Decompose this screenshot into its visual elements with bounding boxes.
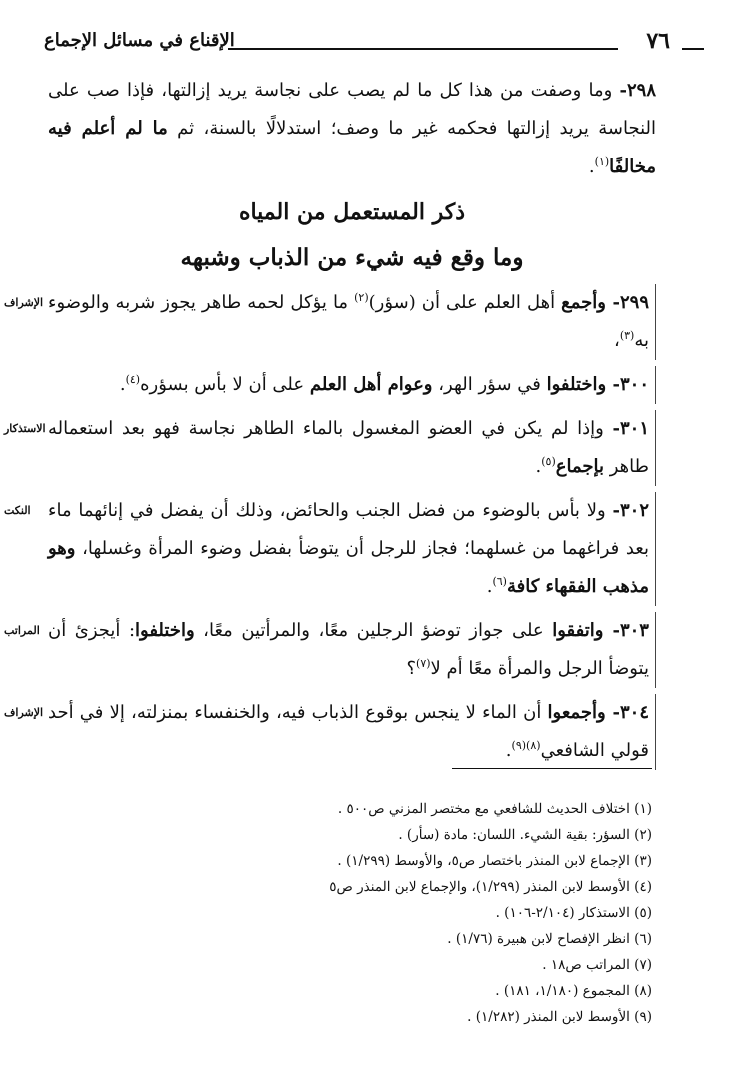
footnote-item: (٧) المراتب ص١٨ . xyxy=(542,957,652,973)
section-subheading: وما وقع فيه شيء من الذباب وشبهه xyxy=(180,244,524,271)
footnotes xyxy=(72,796,652,1030)
section-heading: ذكر المستعمل من المياه xyxy=(238,199,466,225)
paragraph-301 xyxy=(4,410,656,486)
para-end: . xyxy=(119,374,126,395)
para-bold-text: ما لم أعلم فيه مخالفًا xyxy=(48,118,656,177)
footnote-item: (٥) الاستذكار (٢/١٠٤-١٠٦) . xyxy=(495,905,652,921)
footnote-ref[interactable]: (٣) xyxy=(619,329,635,342)
para-text: : أيجزئ أن يتوضأ الرجل والمرأة معًا أم لا xyxy=(48,620,649,679)
para-end: . xyxy=(535,456,542,477)
footnote-ref[interactable]: (٨)(٩) xyxy=(511,739,541,752)
para-number: ٢٩٩- xyxy=(612,292,649,313)
footnote-item: (٢) السؤر: بقية الشيء. اللسان: مادة (سأر) . xyxy=(398,827,652,843)
para-end: . xyxy=(505,740,512,761)
para-end: ، xyxy=(614,330,620,351)
footnote-item: (٩) الأوسط لابن المنذر (١/٢٨٢) . xyxy=(467,1009,652,1025)
paragraph-304 xyxy=(4,694,656,770)
page-header xyxy=(44,28,670,58)
para-bold-text: وأجمع xyxy=(561,292,613,313)
para-bold-text: واختلفوا xyxy=(546,374,613,395)
para-end: . xyxy=(486,576,493,597)
para-text: وإذا لم يكن في العضو المغسول بالماء الطاهر نجاسة فهو بعد استعماله طاهر xyxy=(48,418,649,477)
footnote-ref[interactable]: (٦) xyxy=(492,575,507,588)
para-end: . xyxy=(588,156,595,177)
footnote-ref[interactable]: (٥) xyxy=(541,455,556,468)
footnote-ref[interactable]: (٢) xyxy=(354,291,369,304)
footnote-item: (٣) الإجماع لابن المنذر باختصار ص٥، والأوسط (١/٢٩٩) . xyxy=(337,853,652,869)
paragraph-302 xyxy=(4,492,656,606)
margin-source-note: الإشراف xyxy=(4,296,44,309)
paragraph-303 xyxy=(4,612,656,688)
para-bold-text: واتفقوا xyxy=(552,620,613,641)
para-text: على جواز توضؤ الرجلين معًا، والمرأتين معًا، xyxy=(194,620,553,641)
para-number: ٣٠٠- xyxy=(612,374,649,395)
para-number: ٣٠١- xyxy=(612,418,649,439)
main-text xyxy=(4,72,656,770)
paragraph-299 xyxy=(4,284,656,360)
para-bold-text: واختلفوا xyxy=(135,620,195,641)
footnote-item: (٦) انظر الإفصاح لابن هبيرة (١/٧٦) . xyxy=(447,931,652,947)
header-rule-short xyxy=(682,48,704,50)
para-text: وما وصفت من هذا كل ما لم يصب على نجاسة يريد إزالتها، فإذا صب على النجاسة يريد إزالتها فحكمه غير ما وصف؛ استدلالًا بالسنة، ثم xyxy=(48,80,656,139)
footnote-ref[interactable]: (٧) xyxy=(416,657,431,670)
para-end: ؟ xyxy=(406,658,417,679)
para-text: أهل العلم على أن (سؤر) xyxy=(368,292,562,313)
margin-source-note: المراتب xyxy=(4,624,40,637)
para-number: ٢٩٨- xyxy=(619,80,656,101)
running-title: الإقناع في مسائل الإجماع xyxy=(44,30,235,51)
paragraph-300 xyxy=(48,366,656,404)
para-bold-text: وعوام أهل العلم xyxy=(309,374,433,395)
para-text: ما يؤكل لحمه طاهر يجوز شربه والوضوء به xyxy=(48,292,649,351)
footnote-item: (٤) الأوسط لابن المنذر (١/٢٩٩)، والإجماع لابن المنذر ص٥ xyxy=(329,879,652,895)
margin-source-note: الاستذكار xyxy=(4,422,46,435)
page-number: ٧٦ xyxy=(646,28,670,54)
para-number: ٣٠٤- xyxy=(612,702,649,723)
footnote-ref[interactable]: (٤) xyxy=(125,373,141,386)
para-text: أن الماء لا ينجس بوقوع الذباب فيه، والخنفساء بمنزلته، إلا في أحد قولي الشافعي xyxy=(48,702,649,761)
para-text: ولا بأس بالوضوء من فضل الجنب والحائض، وذلك أن يفضل في إنائهما ماء بعد فراغهما من غسلهما؛ فجاز للرجل أن يتوضأ بفضل وضوء المرأة وغسلها، xyxy=(48,500,649,559)
margin-source-note: النكت xyxy=(4,504,31,517)
para-number: ٣٠٢- xyxy=(612,500,649,521)
para-bold-text: وهو مذهب الفقهاء كافة xyxy=(48,538,649,597)
para-text: على أن لا بأس بسؤره xyxy=(140,374,310,395)
footnote-ref[interactable]: (١) xyxy=(594,155,610,168)
margin-source-note: الإشراف xyxy=(4,706,44,719)
para-bold-text: وأجمعوا xyxy=(547,702,613,723)
footnote-divider xyxy=(452,768,652,769)
footnote-item: (٨) المجموع (١/١٨٠، ١٨١) . xyxy=(495,983,652,999)
header-rule xyxy=(228,48,618,50)
footnote-item: (١) اختلاف الحديث للشافعي مع مختصر المزني ص٥٠٠ . xyxy=(337,801,652,817)
para-number: ٣٠٣- xyxy=(612,620,649,641)
para-text: في سؤر الهر، xyxy=(432,374,547,395)
para-bold-text: بإجماع xyxy=(555,456,605,477)
paragraph-298 xyxy=(48,72,656,186)
